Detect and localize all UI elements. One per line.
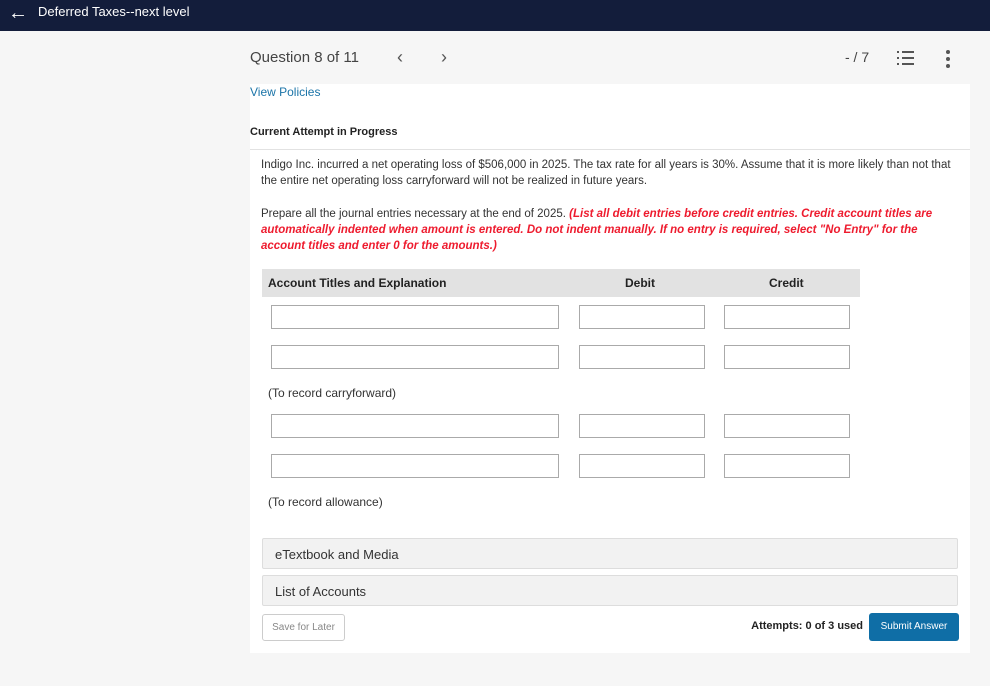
prompt-text: Prepare all the journal entries necessary at the end of 2025. [261,208,566,220]
problem-prompt [261,206,951,254]
credit-input[interactable] [724,454,850,478]
view-policies-link[interactable]: View Policies [250,85,321,99]
credit-input[interactable] [724,345,850,369]
table-header [262,269,860,297]
attempt-heading: Current Attempt in Progress [250,126,398,138]
arrow-left-icon[interactable]: ← [8,2,28,24]
credit-input[interactable] [724,305,850,329]
account-title-input[interactable] [271,345,559,369]
attempts-counter: Attempts: 0 of 3 used [751,620,863,632]
etextbook-accordion[interactable]: eTextbook and Media [262,538,958,569]
next-question-button[interactable]: › [441,47,447,67]
assignment-title: Deferred Taxes--next level [38,4,190,19]
account-title-input[interactable] [271,305,559,329]
list-of-accounts-accordion[interactable]: List of Accounts [262,575,958,606]
submit-answer-button[interactable]: Submit Answer [869,613,959,641]
debit-input[interactable] [579,305,705,329]
entry-note: (To record allowance) [268,495,383,509]
save-for-later-button[interactable]: Save for Later [262,614,345,641]
header-account: Account Titles and Explanation [268,276,447,290]
account-title-input[interactable] [271,414,559,438]
divider [250,149,970,150]
credit-input[interactable] [724,414,850,438]
debit-input[interactable] [579,345,705,369]
problem-text: Indigo Inc. incurred a net operating loss of $506,000 in 2025. The tax rate for all years is 30%. Assume that it is more likely than not that the entire net operating loss carryforward will not be realized in future years. [261,159,951,187]
instructions: (List all debit entries before credit entries. Credit account titles are automatically indented when amount is entered. Do not indent manually. If no entry is required, select "No Entry" for the account titles and enter 0 for the amounts.) [261,208,933,252]
account-title-input[interactable] [271,454,559,478]
header-debit: Debit [625,276,655,290]
debit-input[interactable] [579,454,705,478]
question-counter: Question 8 of 11 [250,49,359,66]
numbered-list-icon[interactable] [896,49,914,72]
debit-input[interactable] [579,414,705,438]
header-credit: Credit [769,276,804,290]
entry-note: (To record carryforward) [268,386,397,400]
top-bar [0,0,990,31]
prev-question-button[interactable]: ‹ [397,47,403,67]
more-options-icon[interactable] [945,49,951,74]
score: - / 7 [845,49,870,65]
